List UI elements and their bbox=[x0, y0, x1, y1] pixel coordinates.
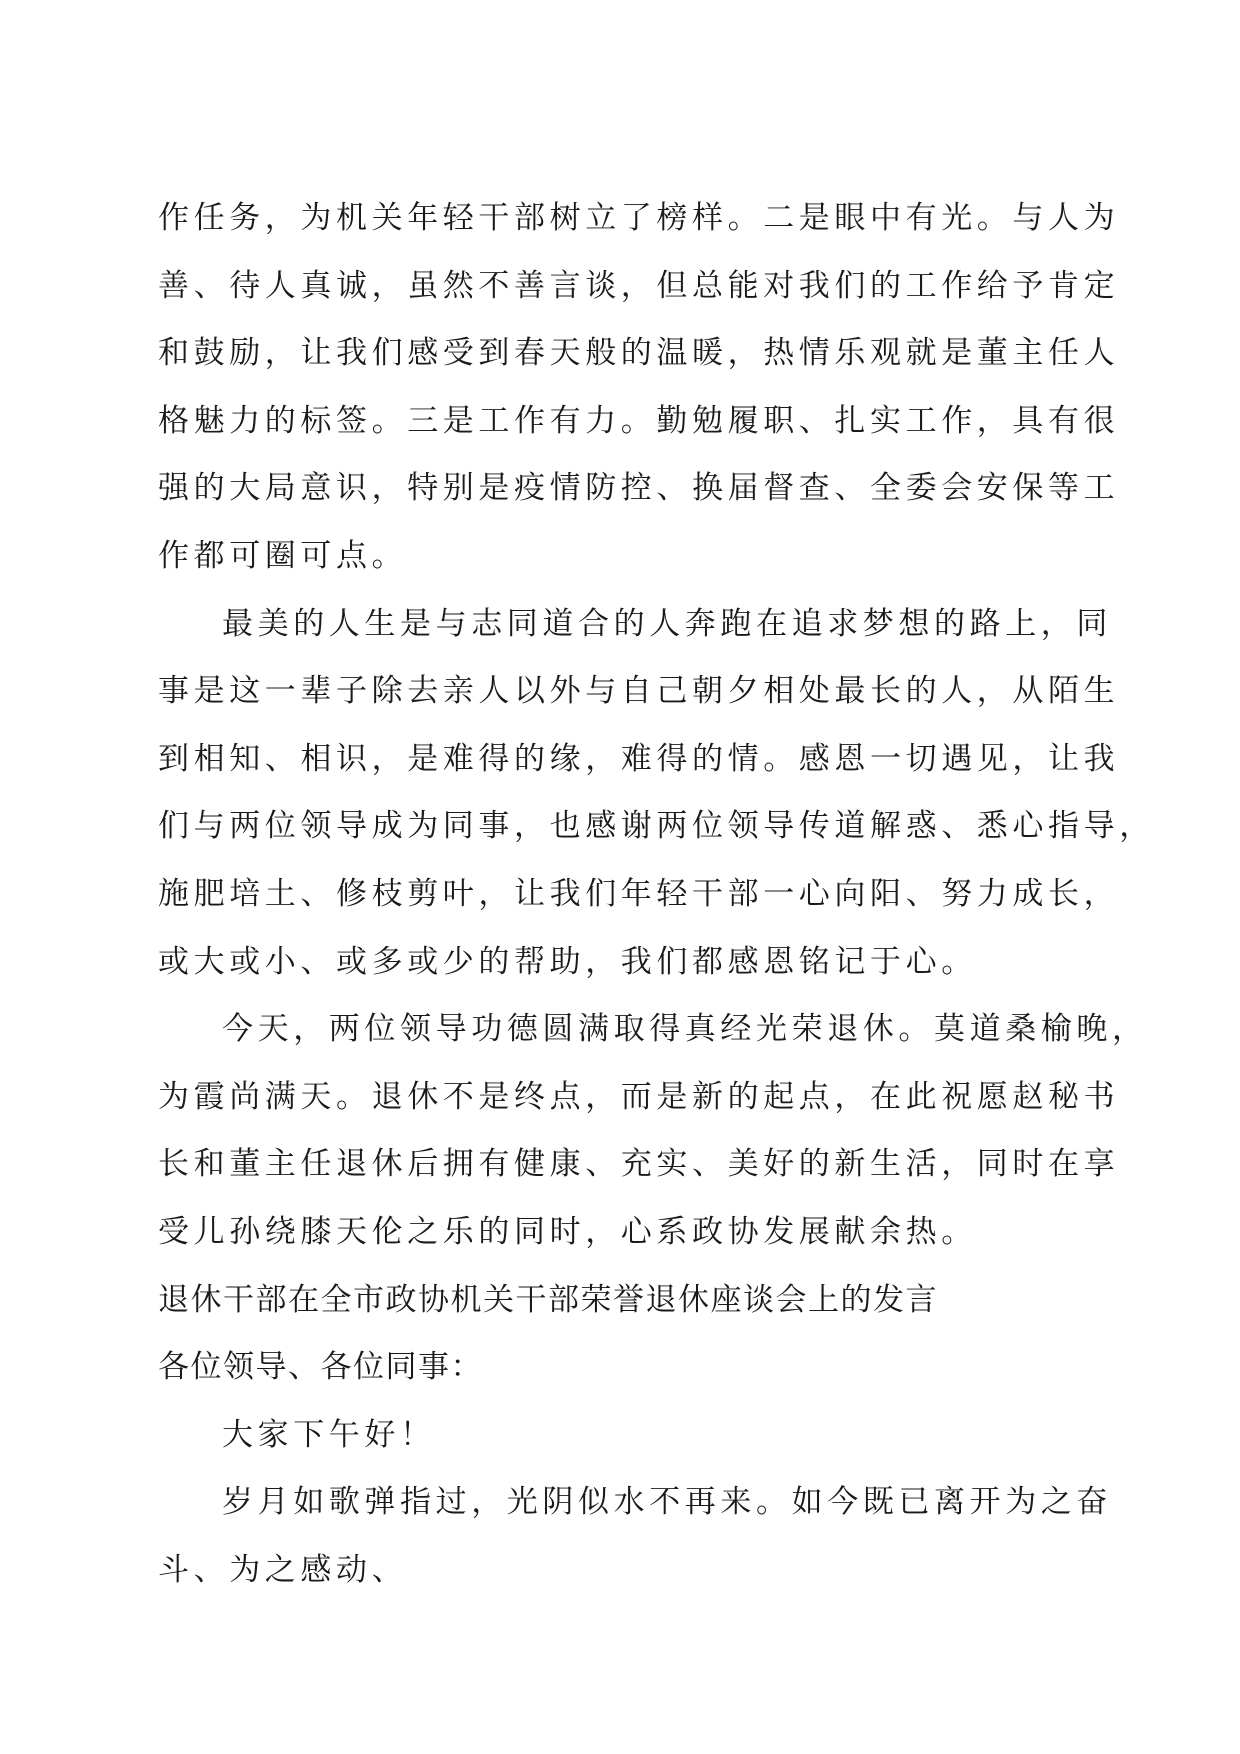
text-line: 今天，两位领导功德圆满取得真经光荣退休。莫道桑榆晚， bbox=[222, 1011, 1148, 1048]
text-line: 施肥培土、修枝剪叶，让我们年轻干部一心向阳、努力成长， bbox=[158, 875, 1120, 912]
text-line: 长和董主任退休后拥有健康、充实、美好的新生活，同时在享 bbox=[158, 1146, 1120, 1183]
text-line: 善、待人真诚，虽然不善言谈，但总能对我们的工作给予肯定 bbox=[158, 267, 1120, 304]
text-line: 强的大局意识，特别是疫情防控、换届督查、全委会安保等工 bbox=[158, 470, 1120, 507]
text-line: 或大或小、或多或少的帮助，我们都感恩铭记于心。 bbox=[158, 943, 977, 980]
text-line: 为霞尚满天。退休不是终点，而是新的起点，在此祝愿赵秘书 bbox=[158, 1078, 1120, 1115]
text-line: 和鼓励，让我们感受到春天般的温暖，热情乐观就是董主任人 bbox=[158, 335, 1120, 372]
text-line: 到相知、相识，是难得的缘，难得的情。感恩一切遇见，让我 bbox=[158, 740, 1120, 777]
text-line: 事是这一辈子除去亲人以外与自己朝夕相处最长的人，从陌生 bbox=[158, 673, 1120, 710]
text-line: 各位领导、各位同事： bbox=[158, 1349, 483, 1386]
text-line: 退休干部在全市政协机关干部荣誉退休座谈会上的发言 bbox=[158, 1281, 938, 1318]
text-line: 大家下午好！ bbox=[222, 1416, 436, 1453]
text-line: 最美的人生是与志同道合的人奔跑在追求梦想的路上，同 bbox=[222, 605, 1112, 642]
text-line: 格魅力的标签。三是工作有力。勤勉履职、扎实工作，具有很 bbox=[158, 402, 1120, 439]
document-body bbox=[158, 185, 1155, 1604]
text-line: 作任务，为机关年轻干部树立了榜样。二是眼中有光。与人为 bbox=[158, 200, 1120, 236]
text-line: 作都可圈可点。 bbox=[158, 537, 408, 574]
text-line: 受儿孙绕膝天伦之乐的同时，心系政协发展献余热。 bbox=[158, 1213, 977, 1250]
text-line: 斗、为之感动、 bbox=[158, 1551, 408, 1588]
text-line: 们与两位领导成为同事，也感谢两位领导传道解惑、悉心指导， bbox=[158, 808, 1155, 845]
text-line: 岁月如歌弹指过，光阴似水不再来。如今既已离开为之奋 bbox=[222, 1484, 1112, 1521]
